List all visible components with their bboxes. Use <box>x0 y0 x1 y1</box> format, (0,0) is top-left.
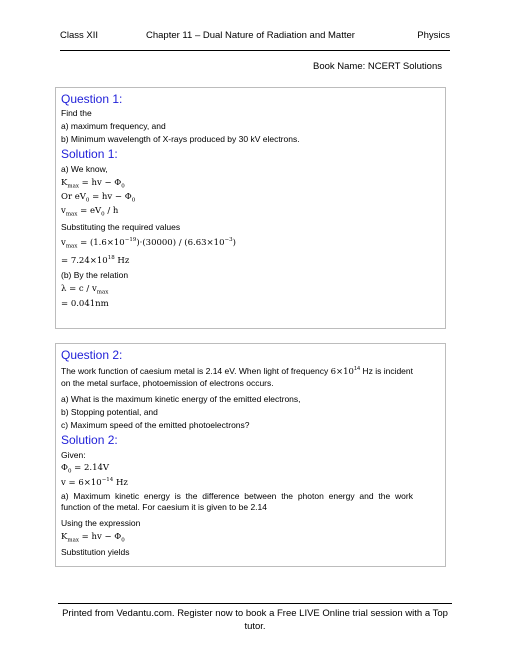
equation-vmax: $v_{max} = eV_0 / h$ <box>61 206 119 218</box>
solution-1-line: (b) By the relation <box>61 270 129 280</box>
question-2-line: a) What is the maximum kinetic energy of the emitted electrons, <box>61 394 301 404</box>
solution-2-line: Using the expression <box>61 518 141 528</box>
equation-result-frequency: = $7.24\times 10^{18}$ Hz <box>61 255 130 266</box>
solution-2-line: Given: <box>61 450 86 460</box>
class-label: Class XII <box>60 30 99 41</box>
equation-lambda: $\lambda = c / v_{max}$ <box>61 284 109 296</box>
footer-divider <box>58 603 452 604</box>
equation-kmax: $K_{max}$ = hv − $\Phi_0$ <box>61 178 125 190</box>
equation-frequency: $v = 6\times 10^{-14}$ Hz <box>61 477 128 488</box>
chapter-title: Chapter 11 – Dual Nature of Radiation and Matter <box>146 30 355 41</box>
equation-result-wavelength: = 0.041nm <box>61 299 109 309</box>
book-name: Book Name: NCERT Solutions <box>312 61 442 72</box>
question-2-line: c) Maximum speed of the emitted photoelectrons? <box>61 420 250 430</box>
question-2-line: b) Stopping potential, and <box>61 407 158 417</box>
subject-label: Physics <box>417 30 450 41</box>
equation-work-function: $\Phi_0 = 2.14V$ <box>61 463 110 475</box>
solution-1-heading: Solution 1: <box>61 147 118 161</box>
footer-text: Printed from Vedantu.com. Register now to book a Free LIVE Online trial session with a Top tutor. <box>62 608 448 632</box>
solution-1-line: Substituting the required values <box>61 222 181 232</box>
solution-2-line: Substitution yields <box>61 547 130 557</box>
header-divider <box>60 50 450 51</box>
solution-2-paragraph: a) Maximum kinetic energy is the difference between the photon energy and the work function of the metal. For caesium it is given to be 2.14 <box>61 491 413 512</box>
question-1-line: Find the <box>61 108 92 118</box>
question-1-line: b) Minimum wavelength of X-rays produced by 30 kV electrons. <box>61 134 300 144</box>
equation-substitution: $v_{max} = (1.6\times 10^{-19})\cdot(30000) / (6.63\times 10^{-3})$ <box>61 237 236 250</box>
question-1-heading: Question 1: <box>61 92 123 106</box>
page-header <box>60 30 450 44</box>
question-2-heading: Question 2: <box>61 348 123 362</box>
solution-1-line: a) We know, <box>61 164 108 174</box>
equation-kmax-2: $K_{max}$ = hv − $\Phi_0$ <box>61 532 125 544</box>
equation-ev0: Or $eV_0$ = hv − $\Phi_0$ <box>61 192 136 204</box>
question-2-paragraph: The work function of caesium metal is 2.14 eV. When light of frequency $6\times 10^{14}$ Hz is incident on the metal surface, photoemission of electrons occurs. <box>61 366 413 388</box>
question-1-line: a) maximum frequency, and <box>61 121 166 131</box>
solution-2-heading: Solution 2: <box>61 433 118 447</box>
